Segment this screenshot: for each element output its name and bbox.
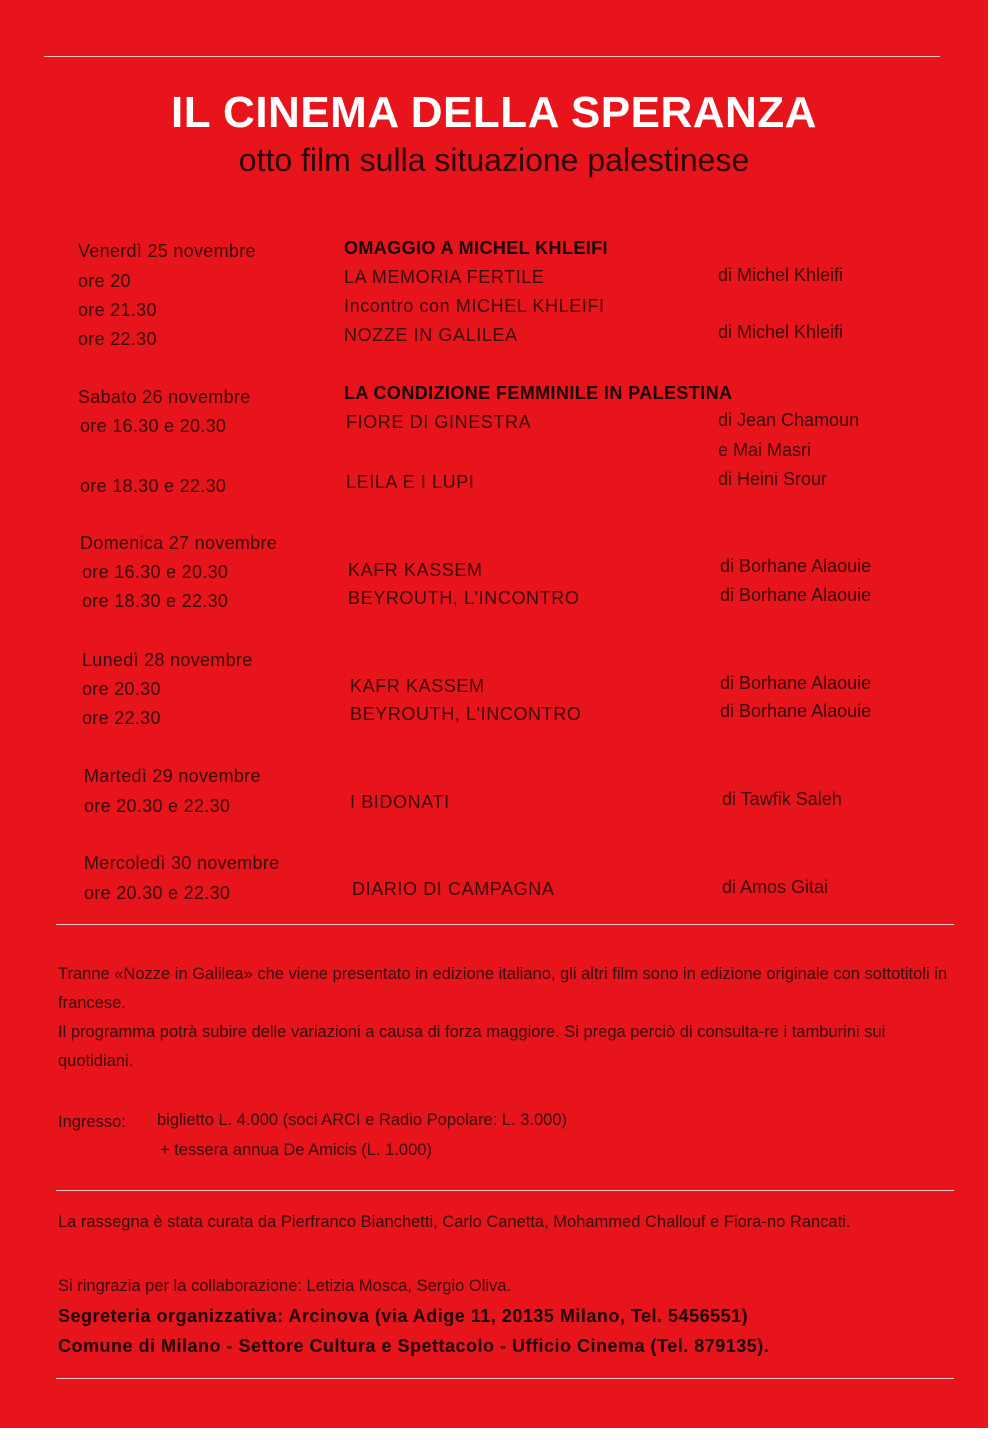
screening-time: ore 22.30 [82,708,161,728]
screening-time: ore 20.30 e 22.30 [84,883,231,903]
film-director: di Borhane Alaouie [720,701,872,721]
screening-time: ore 21.30 [78,300,157,320]
bottom-divider [56,1378,954,1379]
ingresso-card: + tessera annua De Amicis (L. 1.000) [160,1141,432,1159]
segreteria-line: Segreteria organizzativa: Arcinova (via Adige 11, 20135 Milano, Tel. 5456551) [58,1306,749,1326]
film-director: di Borhane Alaouie [720,556,872,576]
film-title: I BIDONATI [350,792,450,812]
screening-time: ore 20.30 [82,679,161,699]
film-director: di Jean Chamoun [718,410,860,430]
screening-time: ore 20.30 e 22.30 [84,796,231,816]
film-title: KAFR KASSEM [350,676,485,696]
film-director: e Mai Masri [718,440,812,460]
schedule-divider [56,924,954,925]
day-label: Domenica 27 novembre [80,533,278,553]
film-title: FIORE DI GINESTRA [346,412,532,432]
day-label: Sabato 26 novembre [78,387,251,407]
film-director: di Michel Khleifi [718,322,844,342]
screening-time: ore 18.30 e 22.30 [80,476,227,496]
section-heading: OMAGGIO A MICHEL KHLEIFI [344,238,608,258]
film-director: di Amos Gitai [722,877,829,897]
note-language: Tranne «Nozze in Galilea» che viene presentato in edizione italiano, gli altri film sono in edizione originale con sottotitoli in francese. [58,965,948,1012]
day-label: Martedì 29 novembre [84,766,261,786]
section-heading: LA CONDIZIONE FEMMINILE IN PALESTINA [344,383,733,403]
film-title: LA MEMORIA FERTILE [344,267,545,287]
notes-divider [56,1190,954,1191]
thanks-note: Si ringrazia per la collaborazione: Letizia Mosca, Sergio Oliva. [58,1277,512,1295]
film-title: NOZZE IN GALILEA [344,325,518,345]
screening-time: ore 16.30 e 20.30 [80,416,227,436]
film-title: BEYROUTH, L'INCONTRO [348,588,580,608]
day-label: Mercoledì 30 novembre [84,853,280,873]
curators-note: La rassegna è stata curata da Pierfranco Bianchetti, Carlo Canetta, Mohammed Challouf e Fiora-no Rancati. [58,1213,851,1231]
note-changes: Il programma potrà subire delle variazioni a causa di forza maggiore. Si prega perciò di consulta-re i tamburini sui quotidiani. [58,1023,886,1070]
day-label: Venerdì 25 novembre [78,241,256,261]
film-director: di Borhane Alaouie [720,585,872,605]
film-director: di Heini Srour [718,469,828,489]
film-title: Incontro con MICHEL KHLEIFI [344,296,605,316]
film-director: di Tawfik Saleh [722,789,842,809]
film-director: di Michel Khleifi [718,265,844,285]
screening-time: ore 18.30 e 22.30 [82,591,229,611]
screening-time: ore 16.30 e 20.30 [82,562,229,582]
ingresso-price: biglietto L. 4.000 (soci ARCI e Radio Popolare: L. 3.000) [157,1111,567,1129]
screening-time: ore 20 [78,271,131,291]
film-title: BEYROUTH, L'INCONTRO [350,704,582,724]
flyer-subtitle: otto film sulla situazione palestinese [238,142,750,178]
film-title: LEILA E I LUPI [346,472,475,492]
film-title: KAFR KASSEM [348,560,483,580]
comune-line: Comune di Milano - Settore Cultura e Spettacolo - Ufficio Cinema (Tel. 879135). [58,1336,770,1356]
day-label: Lunedì 28 novembre [82,650,253,670]
ingresso-label: Ingresso: [58,1113,126,1131]
notes-block [58,960,953,1076]
flyer-title: IL CINEMA DELLA SPERANZA [171,88,817,137]
film-title: DIARIO DI CAMPAGNA [352,879,555,899]
film-director: di Borhane Alaouie [720,673,872,693]
screening-time: ore 22.30 [78,329,157,349]
top-divider [44,56,940,57]
